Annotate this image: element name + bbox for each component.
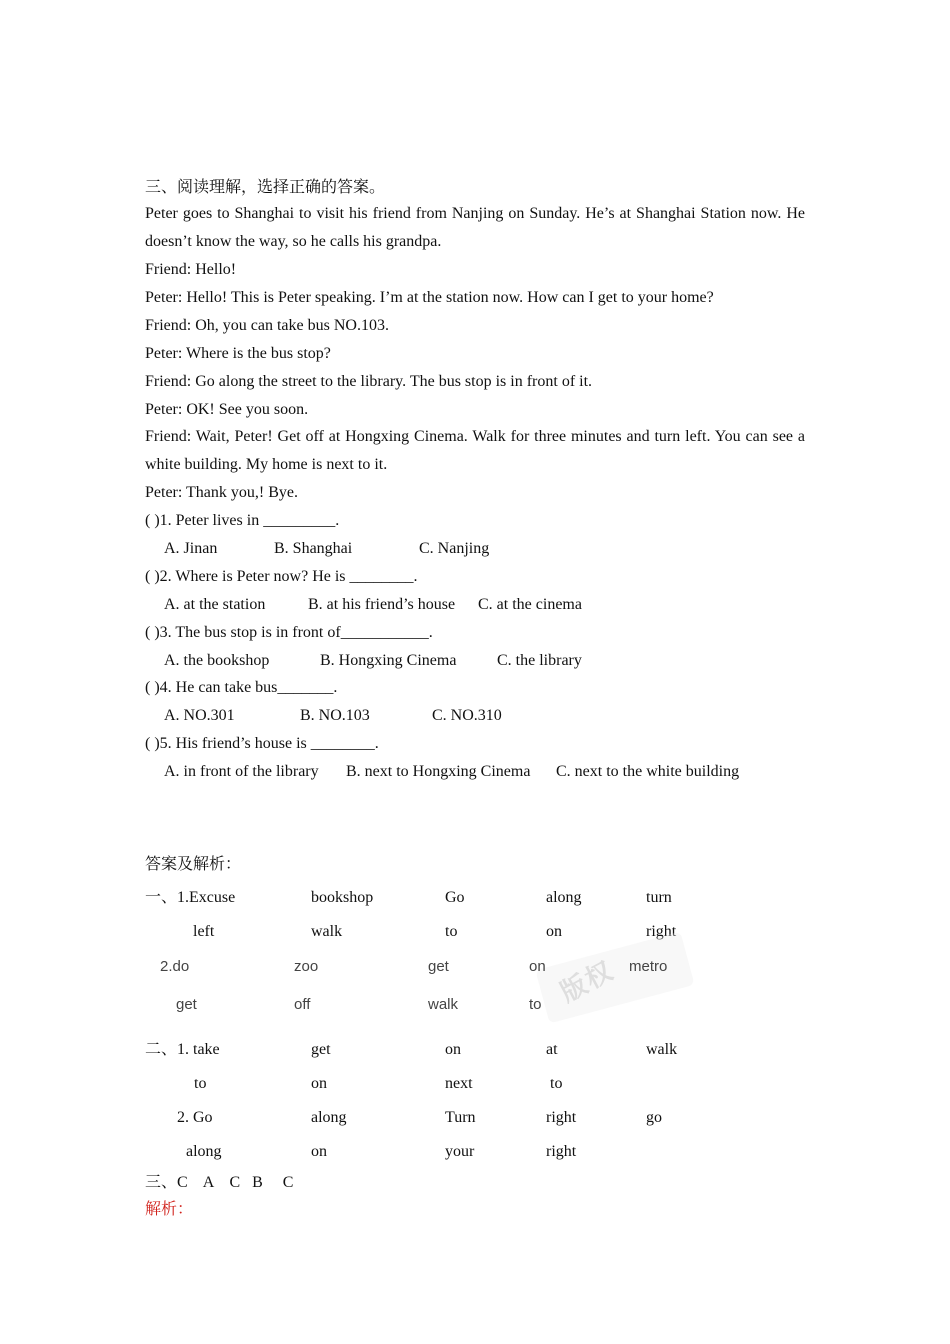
answer-2-row4-cell: right — [546, 1143, 577, 1160]
answer-1-row1-cell: 一、1.Excuse — [145, 889, 236, 906]
answer-3-row: 三、C A C B C — [145, 1174, 294, 1191]
answer-2-row1-cell: walk — [646, 1041, 678, 1058]
answer-2-row3-cell: right — [546, 1109, 577, 1126]
answer-1-row2-cell: right — [646, 923, 677, 940]
question-5-option-b: B. next to Hongxing Cinema — [346, 763, 531, 780]
question-1-option-a: A. Jinan — [164, 540, 218, 557]
dialogue-line-4: Peter: Where is the bus stop? — [145, 345, 331, 362]
answer-2-row3-cell: Turn — [445, 1109, 476, 1126]
answer-1-row3-cell: 2.do — [160, 958, 190, 975]
answers-title: 答案及解析： — [145, 856, 242, 873]
dialogue-line-5: Friend: Go along the street to the library. The bus stop is in front of it. — [145, 373, 593, 390]
answer-2-row1-cell: on — [445, 1041, 461, 1058]
answer-2-row4-cell: along — [186, 1143, 222, 1160]
answer-1-row3-cell: get — [428, 958, 449, 975]
answer-1-row1-cell: along — [546, 889, 582, 906]
answer-1-row2-cell: to — [445, 923, 458, 940]
question-5-option-c: C. next to the white building — [556, 763, 740, 780]
question-1-option-c: C. Nanjing — [419, 540, 490, 557]
answer-2-row1-cell: 二、1. take — [145, 1041, 220, 1058]
answer-1-row1-cell: bookshop — [311, 889, 374, 906]
answer-2-row3-cell: go — [646, 1109, 662, 1126]
answer-2-row3-cell: along — [311, 1109, 347, 1126]
answer-1-row3-cell: metro — [629, 958, 668, 975]
dialogue-friend-wait: Friend: Wait, Peter! Get off at Hongxing Cinema. Walk for three minutes and turn left. You can see a white building. My home is next to it. — [145, 428, 805, 473]
question-1-stem: ( )1. Peter lives in _________. — [145, 512, 340, 529]
answer-1-row1-cell: Go — [445, 889, 465, 906]
answer-2-row1-cell: get — [311, 1041, 331, 1058]
question-2-option-b: B. at his friend’s house — [308, 596, 456, 613]
question-5-option-a: A. in front of the library — [164, 763, 319, 780]
question-2-stem: ( )2. Where is Peter now? He is ________. — [145, 568, 418, 585]
answer-1-row4-cell: get — [176, 996, 197, 1013]
question-1-option-b: B. Shanghai — [274, 540, 353, 557]
answer-1-row2-cell: on — [546, 923, 562, 940]
answer-1-row4-cell: off — [294, 996, 311, 1013]
answer-1-row1-cell: turn — [646, 889, 672, 906]
question-3-option-a: A. the bookshop — [164, 652, 270, 669]
answer-2-row2-cell: on — [311, 1075, 327, 1092]
answer-2-row3-cell: 2. Go — [177, 1109, 213, 1126]
analysis-label: 解析： — [145, 1201, 194, 1218]
question-3-option-c: C. the library — [497, 652, 582, 669]
answer-1-row2-cell: walk — [311, 923, 343, 940]
dialogue-line-6: Peter: OK! See you soon. — [145, 401, 309, 418]
answer-2-row1-cell: at — [546, 1041, 558, 1058]
question-2-option-c: C. at the cinema — [478, 596, 582, 613]
question-4-option-c: C. NO.310 — [432, 707, 502, 724]
watermark: 版权 — [555, 955, 620, 1009]
answer-1-row4-cell: to — [529, 996, 542, 1013]
answer-2-row2-cell: to — [194, 1075, 207, 1092]
dialogue-line-2: Peter: Hello! This is Peter speaking. I’m at the station now. How can I get to your home? — [145, 289, 714, 306]
answer-1-row4-cell: walk — [428, 996, 459, 1013]
answer-2-row4-cell: on — [311, 1143, 327, 1160]
answer-1-row3-cell: zoo — [294, 958, 319, 975]
answer-2-row4-cell: your — [445, 1143, 475, 1160]
question-4-stem: ( )4. He can take bus_______. — [145, 679, 338, 696]
question-5-stem: ( )5. His friend’s house is ________. — [145, 735, 379, 752]
section-3-title: 三、阅读理解，选择正确的答案。 — [145, 179, 386, 196]
question-4-option-b: B. NO.103 — [300, 707, 370, 724]
dialogue-line-1: Friend: Hello! — [145, 261, 237, 278]
question-3-option-b: B. Hongxing Cinema — [320, 652, 457, 669]
answer-2-row2-cell: to — [550, 1075, 563, 1092]
question-4-option-a: A. NO.301 — [164, 707, 235, 724]
dialogue-line-3: Friend: Oh, you can take bus NO.103. — [145, 317, 389, 334]
question-2-option-a: A. at the station — [164, 596, 266, 613]
dialogue-last-line: Peter: Thank you,! Bye. — [145, 484, 299, 501]
answer-1-row3-cell: on — [529, 958, 546, 975]
question-3-stem: ( )3. The bus stop is in front of___________. — [145, 624, 433, 641]
story-intro: Peter goes to Shanghai to visit his friend from Nanjing on Sunday. He’s at Shanghai Station now. He doesn’t know the way, so he calls his grandpa. — [145, 205, 805, 250]
answer-1-row2-cell: left — [193, 923, 215, 940]
answer-2-row2-cell: next — [445, 1075, 473, 1092]
